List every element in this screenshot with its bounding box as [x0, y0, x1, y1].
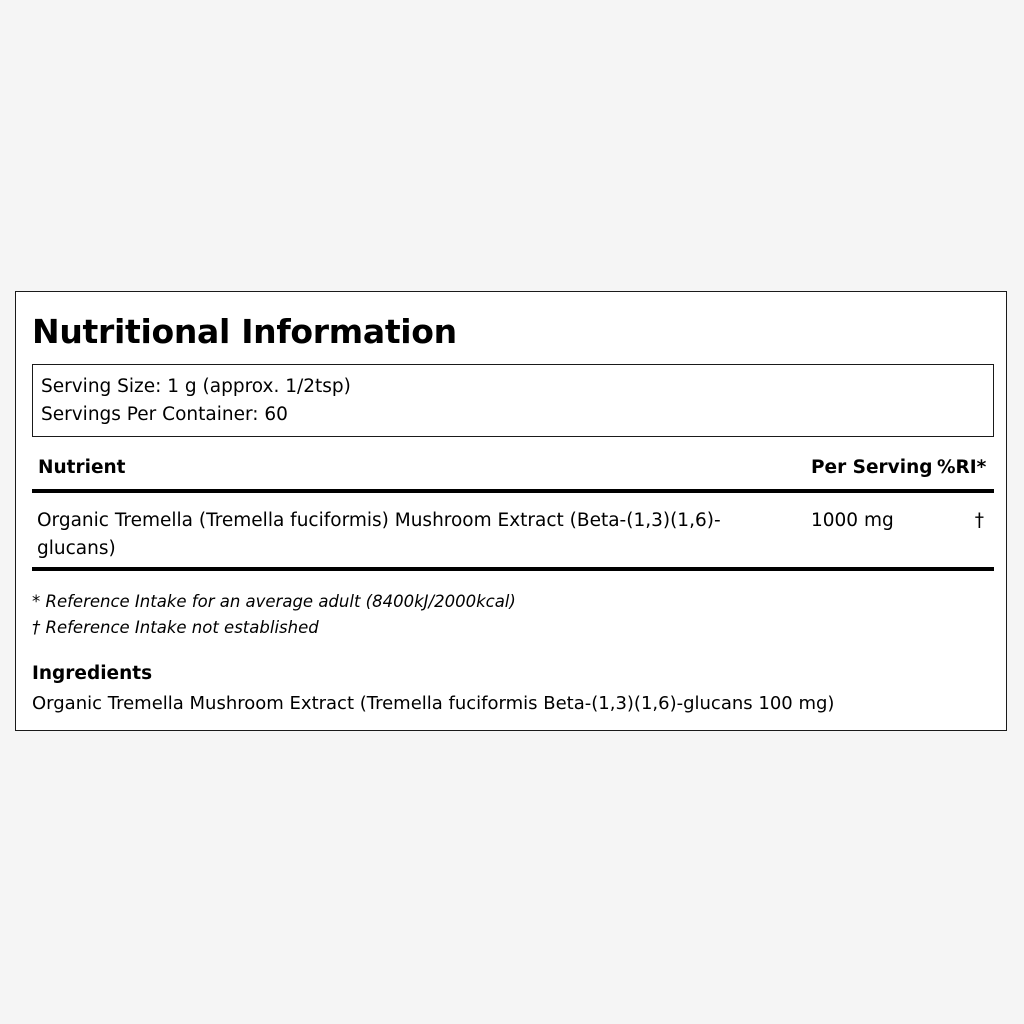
- table-header-rule: [32, 489, 994, 493]
- footnote-not-established: † Reference Intake not established: [32, 618, 319, 637]
- nutrient-ri: †: [974, 510, 984, 531]
- table-bottom-rule: [32, 567, 994, 571]
- serving-size: Serving Size: 1 g (approx. 1/2tsp): [41, 376, 351, 397]
- serving-info-box: [32, 364, 994, 437]
- panel-title: Nutritional Information: [32, 312, 457, 351]
- header-ri: %RI*: [937, 457, 987, 478]
- header-nutrient: Nutrient: [38, 457, 126, 478]
- header-per-serving: Per Serving: [811, 457, 933, 478]
- nutrition-panel: [15, 291, 1007, 731]
- footnote-reference-intake: * Reference Intake for an average adult (8400kJ/2000kcal): [32, 592, 516, 611]
- nutrient-name: Organic Tremella (Tremella fuciformis) Mushroom Extract (Beta-(1,3)(1,6)-glucans): [37, 510, 721, 559]
- ingredients-heading: Ingredients: [32, 663, 153, 684]
- servings-per-container: Servings Per Container: 60: [41, 404, 288, 425]
- ingredients-text: Organic Tremella Mushroom Extract (Tremella fuciformis Beta-(1,3)(1,6)-glucans 100 mg): [32, 693, 835, 714]
- nutrient-amount: 1000 mg: [811, 510, 894, 531]
